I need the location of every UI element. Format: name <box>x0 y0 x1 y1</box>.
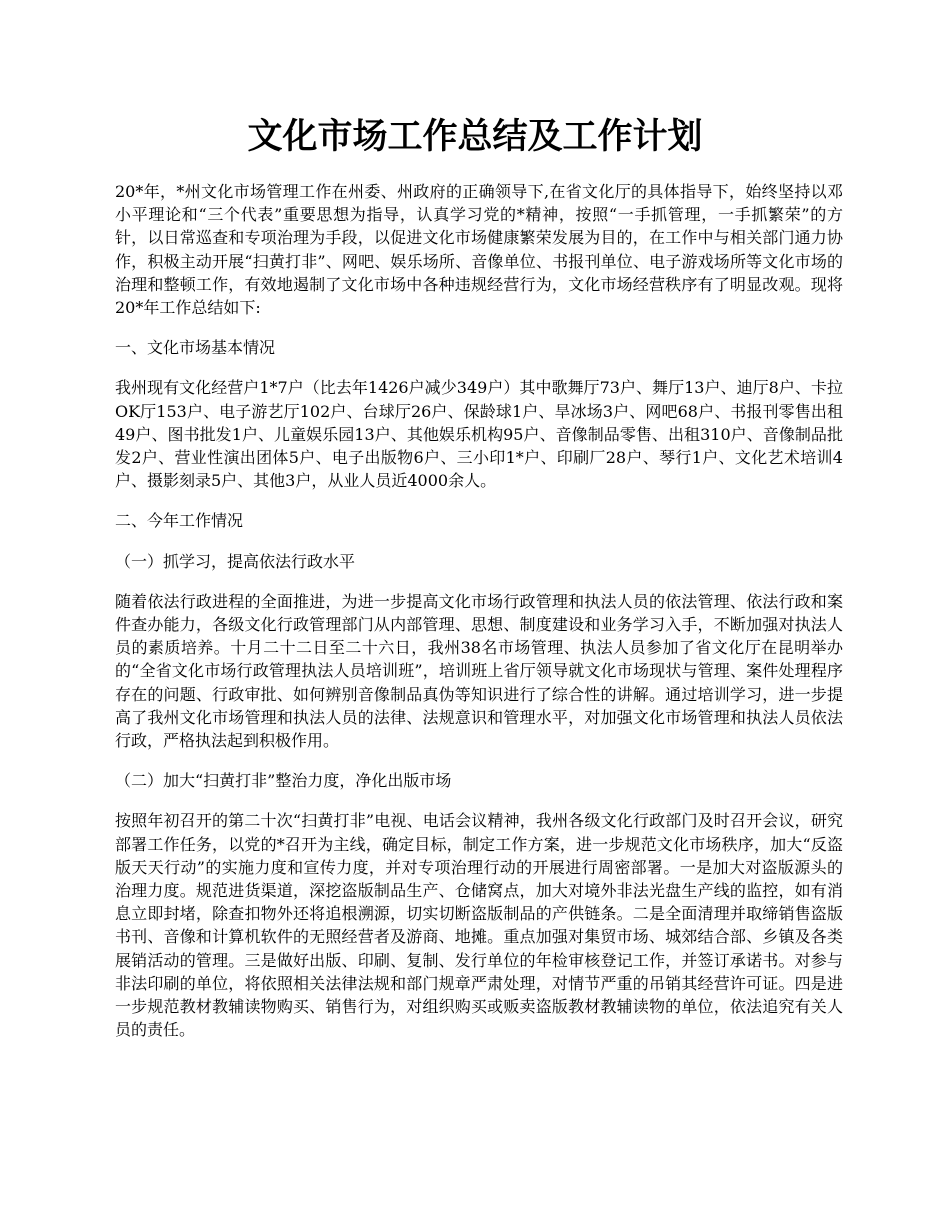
anti-piracy-paragraph: 按照年初召开的第二十次“扫黄打非”电视、电话会议精神，我州各级文化行政部门及时召开会议，研究部署工作任务，以党的*召开为主线，确定目标，制定工作方案，进一步规范文化市场秩序，加大“反盗版天天行动”的实施力度和宣传力度，并对专项治理行动的开展进行周密部署。一是加大对盗版源头的治理力度。规范进货渠道，深挖盗版制品生产、仓储窝点，加大对境外非法光盘生产线的监控，如有消息立即封堵，除查扣物外还将追根溯源，切实切断盗版制品的产供链条。二是全面清理并取缔销售盗版书刊、音像和计算机软件的无照经营者及游商、地摊。重点加强对集贸市场、城郊结合部、乡镇及各类展销活动的管理。三是做好出版、印刷、复制、发行单位的年检审核登记工作，并签订承诺书。对参与非法印刷的单位，将依照相关法律法规和部门规章严肃处理，对情节严重的吊销其经营许可证。四是进一步规范教材教辅读物购买、销售行为，对组织购买或贩卖盗版教材教辅读物的单位，依法追究有关人员的责任。 <box>115 811 843 1040</box>
study-paragraph: 随着依法行政进程的全面推进，为进一步提高文化市场行政管理和执法人员的依法管理、依法行政和案件查办能力，各级文化行政管理部门从内部管理、思想、制度建设和业务学习入手，不断加强对执法人员的素质培养。十月二十二日至二十六日，我州38名市场管理、执法人员参加了省文化厅在昆明举办的“全省文化市场行政管理执法人员培训班”，培训班上省厅领导就文化市场现状与管理、案件处理程序存在的问题、行政审批、如何辨别音像制品真伪等知识进行了综合性的讲解。通过培训学习，进一步提高了我州文化市场管理和执法人员的法律、法规意识和管理水平，对加强文化市场管理和执法人员依法行政，严格执法起到积极作用。 <box>115 591 843 751</box>
intro-paragraph: 20*年，*州文化市场管理工作在州委、州政府的正确领导下,在省文化厅的具体指导下，始终坚持以邓小平理论和“三个代表”重要思想为指导，认真学习党的*精神，按照“一手抓管理，一手抓繁荣”的方针，以日常巡查和专项治理为手段，以促进文化市场健康繁荣发展为目的，在工作中与相关部门通力协作，积极主动开展“扫黄打非”、网吧、娱乐场所、音像单位、书报刊单位、电子游戏场所等文化市场的治理和整顿工作，有效地遏制了文化市场中各种违规经营行为，文化市场经营秩序有了明显改观。现将20*年工作总结如下: <box>115 182 843 318</box>
section-heading-work-this-year: 二、今年工作情况 <box>115 511 244 531</box>
subsection-heading-study: （一）抓学习，提高依法行政水平 <box>115 551 356 571</box>
subsection-heading-anti-piracy: （二）加大“扫黄打非”整治力度，净化出版市场 <box>115 771 452 791</box>
basic-situation-paragraph: 我州现有文化经营户1*7户（比去年1426户减少349户）其中歌舞厅73户、舞厅13户、迪厅8户、卡拉OK厅153户、电子游艺厅102户、台球厅26户、保龄球1户、旱冰场3户、网吧68户、书报刊零售出租49户、图书批发1户、儿童娱乐园13户、其他娱乐机构95户、音像制品零售、出租310户、音像制品批发2户、营业性演出团体5户、电子出版物6户、三小印1*户、印刷厂28户、琴行1户、文化艺术培训4户、摄影刻录5户、其他3户，从业人员近4000余人。 <box>115 378 843 491</box>
document-body <box>115 180 843 1059</box>
section-heading-basic-situation: 一、文化市场基本情况 <box>115 338 276 358</box>
document-title: 文化市场工作总结及工作计划 <box>247 116 703 157</box>
